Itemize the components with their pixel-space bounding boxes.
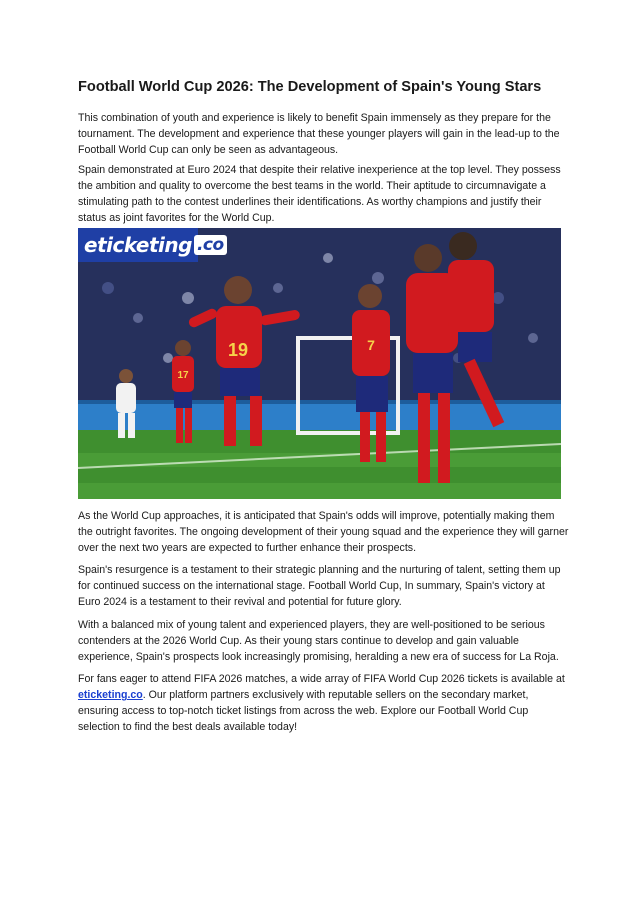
- article-photo: [78, 228, 561, 499]
- eticketing-logo: [78, 228, 224, 262]
- paragraph-6: [78, 671, 570, 735]
- jersey-number-19: 19: [227, 340, 249, 360]
- paragraph-6-start: For fans eager to attend FIFA 2026 matches, a wide array of FIFA World Cup 2026 tickets is available at: [78, 673, 565, 685]
- jersey-number-7: 7: [367, 337, 375, 353]
- logo-suffix: .co: [194, 235, 227, 255]
- paragraph-1: This combination of youth and experience is likely to benefit Spain immensely as they prepare for the tournament. The development and experience that these younger players will gain in the lead-up to the Football World Cup can only be seen as advantageous.: [78, 112, 560, 156]
- paragraph-3: As the World Cup approaches, it is anticipated that Spain's odds will improve, potentially making them the outright favorites. The ongoing development of their young squad and the experience they will garner over the next two years are expected to further enhance their prospects.: [78, 510, 569, 554]
- paragraph-4: Spain's resurgence is a testament to their strategic planning and the nurturing of talent, setting them up for continued success on the international stage. Football World Cup, In summary, Spain's victory at Euro 2024 is a testament to their revival and potential for future glory.: [78, 564, 561, 608]
- paragraph-2: Spain demonstrated at Euro 2024 that despite their relative inexperience at the top level. They possess the ambition and quality to overcome the best teams in the world. Their aptitude to circumnavigate a stimulating path to the contest underlines their identifications. As worthy champions and justify their status as joint favorites for the World Cup.: [78, 164, 561, 224]
- jersey-number-17: 17: [177, 370, 189, 381]
- article-title: Football World Cup 2026: The Development of Spain's Young Stars: [78, 79, 542, 95]
- paragraph-5: With a balanced mix of young talent and experienced players, they are well-positioned to be serious contenders at the 2026 World Cup. As their young stars continue to develop and gain valuable experience, Spain's prospects look increasingly promising, heralding a new era of success for La Roja.: [78, 619, 559, 663]
- eticketing-link[interactable]: eticketing.co: [78, 689, 143, 701]
- photo-scene: [78, 228, 561, 499]
- paragraph-6-end: . Our platform partners exclusively with reputable sellers on the secondary market, ensuring access to top-notch ticket listings from across the web. Explore our Football World Cup selection to find the best deals available today!: [78, 689, 529, 733]
- logo-text: eticketing: [84, 233, 192, 257]
